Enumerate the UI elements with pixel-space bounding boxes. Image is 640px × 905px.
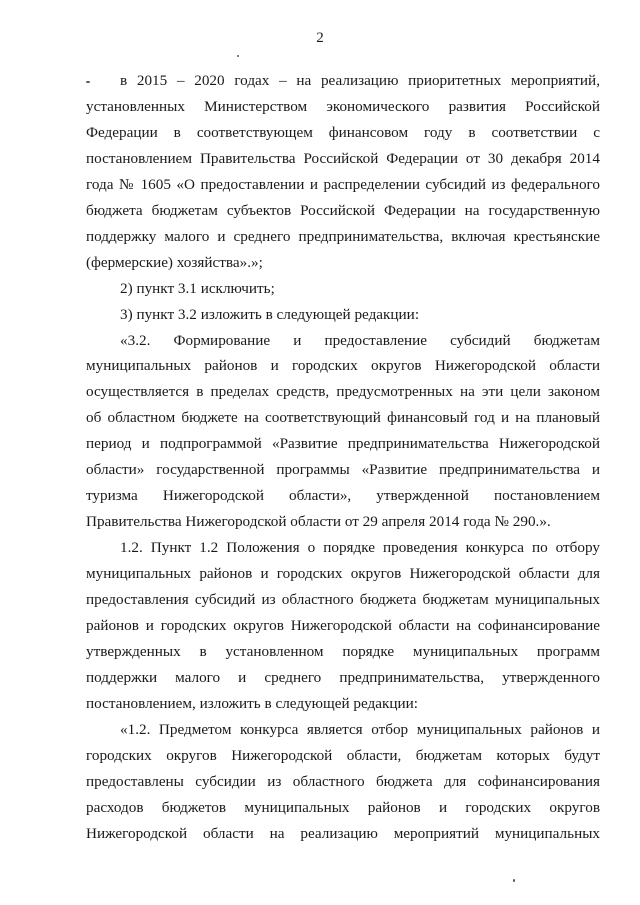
text-line: области» государственной программы «Развитие предпринимательства и — [86, 461, 600, 479]
text-line: постановлением Правительства Российской Федерации от 30 декабря 2014 — [86, 149, 600, 167]
scan-speck — [237, 55, 239, 57]
text-line: года № 1605 «О предоставлении и распределении субсидий из федерального — [86, 175, 600, 193]
text-line: осуществляется в пределах средств, предусмотренных на эти цели законом — [86, 383, 600, 401]
text-line: предоставлены субсидии из областного бюджета для софинансирования — [86, 772, 600, 790]
text-line: «3.2. Формирование и предоставление субсидий бюджетам — [120, 331, 600, 349]
text-line: муниципальных районов и городских округов Нижегородской области для — [86, 565, 600, 583]
page-number: 2 — [316, 30, 324, 46]
text-line: районов и городских округов Нижегородской области на софинансирование — [86, 617, 600, 635]
text-line: в 2015 – 2020 годах – на реализацию приоритетных мероприятий, — [120, 72, 600, 89]
scan-speck — [513, 879, 515, 882]
text-line: 3) пункт 3.2 изложить в следующей редакции: — [120, 305, 420, 323]
text-line: установленных Министерством экономического развития Российской — [86, 97, 600, 115]
document-body — [86, 68, 600, 847]
text-line: постановлением, изложить в следующей редакции: — [86, 694, 418, 712]
text-line: 1.2. Пункт 1.2 Положения о порядке проведения конкурса по отбору — [120, 539, 600, 557]
text-line: муниципальных районов и городских округов Нижегородской области — [86, 357, 600, 375]
text-line: Правительства Нижегородской области от 29 апреля 2014 года № 290.». — [86, 513, 551, 531]
text-line: Федерации в соответствующем финансовом году в соответствии с — [86, 123, 600, 141]
text-line: расходов бюджетов муниципальных районов и городских округов — [86, 798, 600, 816]
text-line: (фермерские) хозяйства».»; — [86, 253, 263, 271]
text-line: предоставления субсидий из областного бюджета бюджетам муниципальных — [86, 591, 600, 609]
text-line: 2) пункт 3.1 исключить; — [120, 279, 275, 297]
text-line: городских округов Нижегородской области, бюджетам которых будут — [86, 746, 600, 764]
text-line: об областном бюджете на соответствующий финансовый год и на плановый — [86, 409, 600, 427]
text-line: «1.2. Предметом конкурса является отбор муниципальных районов и — [120, 720, 600, 738]
text-line: туризма Нижегородской области», утвержденной постановлением — [86, 487, 600, 505]
text-line: бюджета бюджетам субъектов Российской Федерации на государственную — [86, 201, 600, 219]
text-line: поддержку малого и среднего предпринимательства, включая крестьянские — [86, 227, 600, 245]
text-line: Нижегородской области на реализацию мероприятий муниципальных — [86, 824, 600, 842]
text-line: поддержки малого и среднего предпринимательства, утвержденного — [86, 668, 600, 686]
text-line: утвержденных в установленном порядке муниципальных программ — [86, 642, 600, 660]
text-line: период и подпрограммой «Развитие предпринимательства Нижегородской — [86, 435, 600, 453]
